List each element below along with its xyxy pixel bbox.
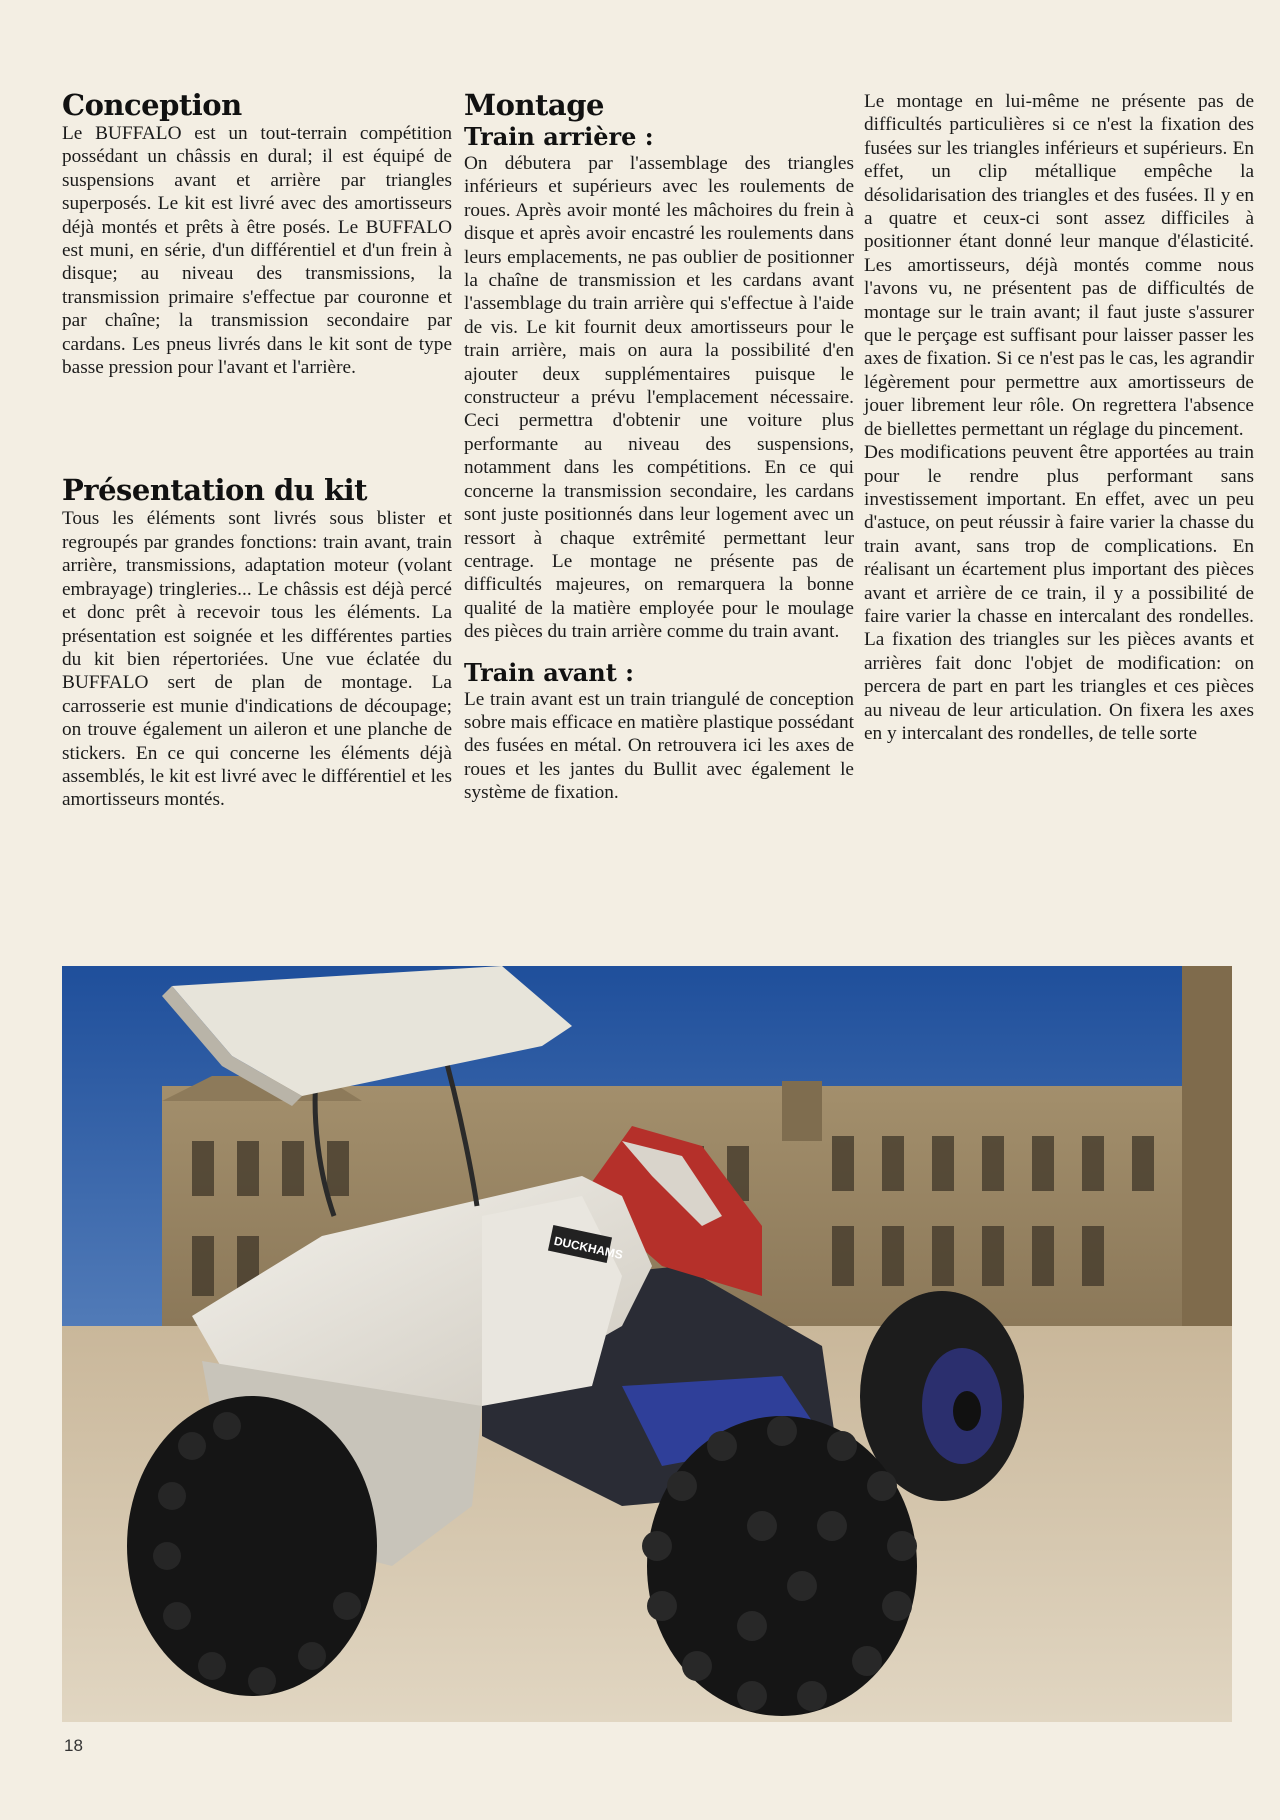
presentation-paragraph: Tous les éléments sont livrés sous blister et regroupés par grandes fonctions: train avant, train arrière, transmissions, adaptation moteur (volant embrayage) tringleries... Le châssis est déjà percé et donc prêt à recevoir tous les éléments. La présentation est soignée et les différentes parties du kit bien répertoriées. Une vue éclatée du BUFFALO sert de plan de montage. La carrosserie est munie d'indications de découpage; on trouve également un aileron et une planche de stickers. En ce qui concerne les éléments déjà assemblés, le kit est livré avec le différentiel et les amortisseurs montés. <box>62 508 452 811</box>
col3-paragraph-1: Le montage en lui-même ne présente pas de difficultés particulières si ce n'est la fixation des fusées sur les triangles inférieurs et supérieurs. En effet, un clip métallique empêche la désolidarisation des triangles et des fusées. Il y en a quatre et ceux-ci sont assez difficiles à positionner étant donné leur manque d'élasticité. Les amortisseurs, déjà montés comme nous l'avons vu, ne présentent pas de difficultés de montage sur le train avant; il faut juste s'assurer que le perçage est suffisant pour laisser passer les axes de fixation. Si ce n'est pas le cas, les agrandir légèrement pour permettre aux amortisseurs de jouer librement leur rôle. On regrettera l'absence de biellettes permettant un réglage du pincement. <box>864 91 1254 440</box>
montage-heading: Montage <box>464 88 604 122</box>
train-avant-paragraph: Le train avant est un train triangulé de conception sobre mais efficace en matière plastique possédant des fusées en métal. On retrouvera ici les axes de roues et les jantes du Bullit avec également le système de fixation. <box>464 688 854 804</box>
front-wheel-left <box>127 1396 377 1696</box>
conception-paragraph: Le BUFFALO est un tout-terrain compétition possédant un châssis en dural; il est équipé de suspensions avant et arrière par triangles superposés. Le kit est livré avec des amortisseurs déjà montés et prêts à être posés. Le BUFFALO est muni, en série, d'un différentiel et d'un frein à disque; au niveau des transmissions, la transmission primaire s'effectue par couronne et par chaîne; la transmission secondaire par cardans. Les pneus livrés dans le kit sont de type basse pression pour l'avant et l'arrière. <box>62 123 452 379</box>
train-avant-heading: Train avant : <box>464 657 635 687</box>
page-number: 18 <box>64 1736 83 1755</box>
column-1 <box>62 88 452 812</box>
column-2 <box>464 88 854 805</box>
train-arriere-paragraph: On débutera par l'assemblage des triangles inférieurs et supérieurs avec les roulements de roues. Après avoir monté les mâchoires du frein à disque et après avoir encastré les roulements dans leurs emplacements, ne pas oublier de positionner la chaîne de transmission et les cardans avant l'assemblage du train arrière qui s'effectue à l'aide de vis. Le kit fournit deux amortisseurs pour le train arrière, mais on aura la possibilité d'en ajouter deux supplémentaires puisque le constructeur a prévu l'emplacement nécessaire. Ceci permettra d'obtenir une voiture plus performante au niveau des suspensions, notamment dans les compétitions. En ce qui concerne la transmission secondaire, les cardans sont juste positionnés dans leur logement avec un ressort à chaque extrêmité permettant leur centrage. Le montage ne présente pas de difficultés majeures, on remarquera la bonne qualité de la matière employée pour le moulage des pièces du train arrière comme du train avant. <box>464 153 854 643</box>
train-arriere-heading: Train arrière : <box>464 122 654 151</box>
col3-paragraph-2: Des modifications peuvent être apportées au train pour le rendre plus performant sans investissement important. En effet, avec un peu d'astuce, on peut réussir à faire varier la chasse du train avant, sans trop de complications. En réalisant un écartement plus important des pièces avant et arrière de ce train, il y a possibilité de faire varier la chasse en intercalant des rondelles. La fixation des triangles sur les pièces avants et arrières fait donc l'objet de modification: on percera de part en part les triangles et ces pièces au niveau de leur articulation. On fixera les axes en y intercalant des rondelles, de telle sorte <box>864 442 1254 744</box>
conception-heading: Conception <box>62 88 242 122</box>
sticker-text: DUCKHAMS <box>552 1233 625 1262</box>
buggy-photo <box>62 966 1232 1722</box>
column-3 <box>864 90 1254 745</box>
presentation-heading: Présentation du kit <box>62 473 367 508</box>
